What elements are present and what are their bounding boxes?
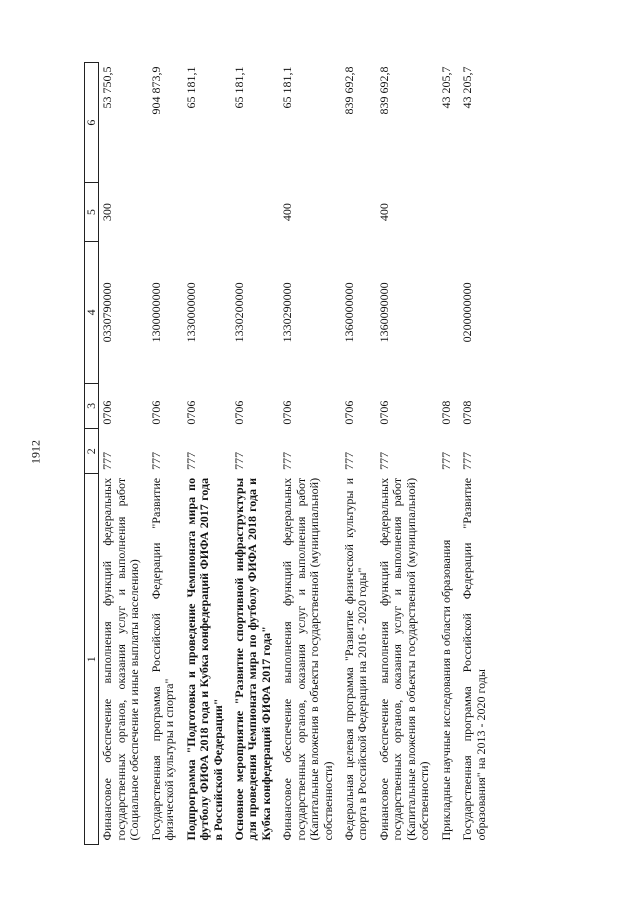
row-target-code: 1330000000 bbox=[183, 282, 198, 343]
row-expense-type bbox=[183, 183, 231, 242]
row-ministry-code: 777 bbox=[376, 451, 391, 470]
row-amount: 43 205,7 bbox=[460, 66, 475, 109]
row-expense-type bbox=[459, 183, 494, 242]
row-description: Финансовое обеспечение выполнения функций федеральных государственных органов, оказания услуг и выполнения работ (Социальное обеспечение и иные выплаты населению) bbox=[100, 477, 142, 841]
row-amount: 65 181,1 bbox=[280, 66, 295, 109]
row-section-code: 0706 bbox=[231, 400, 246, 425]
row-ministry-code: 777 bbox=[148, 451, 163, 470]
row-target-code: 0200000000 bbox=[460, 282, 475, 343]
row-expense-type: 400 bbox=[280, 203, 295, 222]
table-row bbox=[183, 63, 231, 845]
row-target-code: 1300000000 bbox=[148, 282, 163, 343]
row-target-code: 1330290000 bbox=[280, 282, 295, 343]
row-expense-type bbox=[438, 183, 459, 242]
page-number: 1912 bbox=[28, 440, 43, 464]
row-amount: 839 692,8 bbox=[342, 66, 356, 115]
table-row bbox=[148, 63, 183, 845]
header-col-3: 3 bbox=[85, 383, 99, 428]
row-ministry-code: 777 bbox=[231, 451, 246, 470]
row-amount: 43 205,7 bbox=[438, 66, 453, 109]
row-ministry-code: 777 bbox=[280, 451, 295, 470]
row-ministry-code: 777 bbox=[460, 451, 475, 470]
table-row bbox=[376, 63, 438, 845]
row-description: Федеральная целевая программа "Развитие физической культуры и спорта в Российской Федерации на 2016 - 2020 годы" bbox=[342, 477, 370, 841]
row-expense-type bbox=[231, 183, 279, 242]
row-section-code: 0706 bbox=[100, 400, 115, 425]
table-row bbox=[279, 63, 341, 845]
row-ministry-code: 777 bbox=[342, 451, 356, 470]
header-col-1: 1 bbox=[85, 474, 99, 845]
row-ministry-code: 777 bbox=[438, 451, 453, 470]
table-row bbox=[459, 63, 494, 845]
row-ministry-code: 777 bbox=[100, 451, 115, 470]
row-section-code: 0708 bbox=[460, 400, 475, 425]
row-expense-type: 300 bbox=[100, 203, 115, 222]
row-target-code: 1330200000 bbox=[231, 282, 246, 343]
row-description: Финансовое обеспечение выполнения функций федеральных государственных органов, оказания услуг и выполнения работ (Капитальные вложения в объекты государственной (муниципальной) собственности) bbox=[376, 477, 432, 841]
row-target-code: 0330790000 bbox=[100, 282, 115, 343]
table-header-row bbox=[85, 63, 99, 845]
row-section-code: 0706 bbox=[148, 400, 163, 425]
budget-table bbox=[84, 62, 494, 845]
row-description: Государственная программа Российской Федерации "Развитие физической культуры и спорта" bbox=[148, 477, 177, 841]
row-amount: 839 692,8 bbox=[376, 66, 391, 115]
header-col-6: 6 bbox=[85, 63, 99, 183]
budget-table-container bbox=[84, 62, 586, 845]
row-expense-type bbox=[341, 183, 376, 242]
table-row bbox=[231, 63, 279, 845]
header-col-2: 2 bbox=[85, 429, 99, 474]
row-section-code: 0706 bbox=[280, 400, 295, 425]
row-target-code bbox=[438, 242, 459, 384]
row-amount: 65 181,1 bbox=[231, 66, 246, 109]
row-description: Основное мероприятие "Развитие спортивной инфраструктуры для проведения Чемпионата мира по футболу ФИФА 2018 года и Кубка конфедераций ФИФА 2017 года" bbox=[231, 477, 273, 841]
row-description: Государственная программа Российской Федерации "Развитие образования" на 2013 - 2020 годы bbox=[460, 477, 488, 841]
row-description: Подпрограмма "Подготовка и проведение Чемпионата мира по футболу ФИФА 2018 года и Кубка конфедераций ФИФА 2017 года в Российской Федерации" bbox=[183, 477, 225, 841]
row-amount: 53 750,5 bbox=[100, 66, 115, 109]
row-target-code: 1360000000 bbox=[342, 282, 356, 343]
header-col-4: 4 bbox=[85, 242, 99, 384]
row-section-code: 0706 bbox=[183, 400, 198, 425]
row-section-code: 0706 bbox=[376, 400, 391, 425]
row-target-code: 1360090000 bbox=[376, 282, 391, 343]
row-description: Финансовое обеспечение выполнения функций федеральных государственных органов, оказания услуг и выполнения работ (Капитальные вложения в объекты государственной (муниципальной) собственности) bbox=[280, 477, 335, 841]
table-row bbox=[341, 63, 376, 845]
row-ministry-code: 777 bbox=[183, 451, 198, 470]
row-amount: 904 873,9 bbox=[148, 66, 163, 115]
row-description: Прикладные научные исследования в области образования bbox=[438, 539, 453, 841]
table-row bbox=[438, 63, 459, 845]
row-expense-type bbox=[148, 183, 183, 242]
row-expense-type: 400 bbox=[376, 203, 391, 222]
header-col-5: 5 bbox=[85, 183, 99, 242]
row-section-code: 0708 bbox=[438, 400, 453, 425]
row-amount: 65 181,1 bbox=[183, 66, 198, 109]
row-section-code: 0706 bbox=[342, 400, 356, 425]
table-row bbox=[99, 63, 148, 845]
